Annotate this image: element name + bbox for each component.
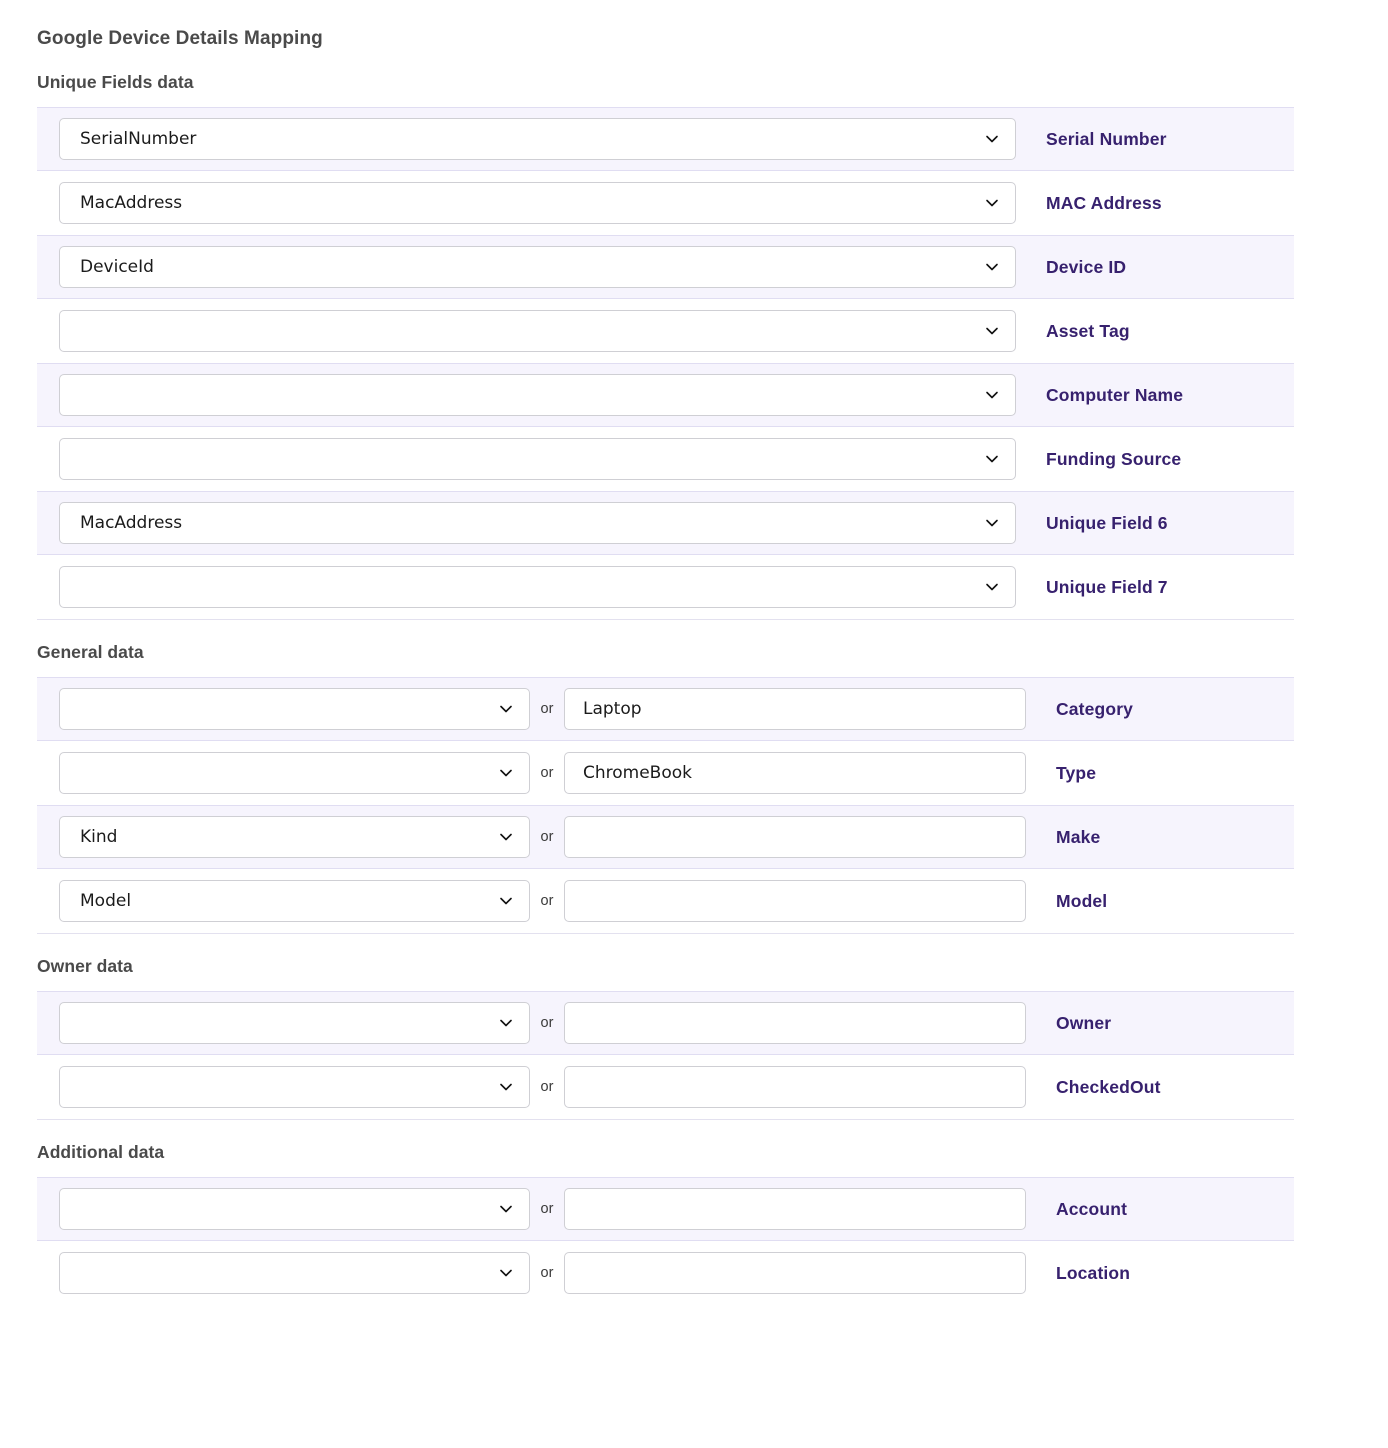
section-heading-owner-data: Owner data bbox=[37, 933, 1294, 991]
chevron-down-icon bbox=[498, 1201, 514, 1217]
source-field-cell bbox=[37, 880, 530, 922]
chevron-down-icon bbox=[984, 259, 1000, 275]
source-field-select[interactable] bbox=[59, 752, 530, 794]
chevron-down-icon bbox=[498, 765, 514, 781]
static-value-cell bbox=[564, 1188, 1026, 1230]
mapping-row-unique-fields-data-0 bbox=[37, 107, 1294, 171]
device-mapping-page bbox=[0, 28, 1388, 1305]
page-title: Google Device Details Mapping bbox=[37, 28, 323, 49]
source-field-select[interactable] bbox=[59, 1066, 530, 1108]
source-field-select[interactable] bbox=[59, 566, 1016, 608]
source-field-select[interactable] bbox=[59, 1188, 530, 1230]
source-field-value: MacAddress bbox=[80, 513, 183, 533]
target-field-label: Make bbox=[1056, 826, 1101, 847]
chevron-down-icon bbox=[498, 1265, 514, 1281]
source-field-select[interactable] bbox=[59, 688, 530, 730]
mapping-row-general-data-3 bbox=[37, 869, 1294, 933]
source-field-select[interactable] bbox=[59, 1002, 530, 1044]
target-field-label: CheckedOut bbox=[1056, 1076, 1161, 1097]
target-field-label: Type bbox=[1056, 762, 1097, 783]
chevron-down-icon bbox=[498, 1079, 514, 1095]
source-field-value: Kind bbox=[80, 827, 118, 847]
static-value-input[interactable] bbox=[564, 1252, 1026, 1294]
target-field-label: Account bbox=[1056, 1198, 1128, 1219]
mapping-row-general-data-1 bbox=[37, 741, 1294, 805]
source-field-cell bbox=[37, 1066, 530, 1108]
static-value-input[interactable] bbox=[564, 688, 1026, 730]
chevron-down-icon bbox=[984, 579, 1000, 595]
chevron-down-icon bbox=[984, 451, 1000, 467]
source-field-value: SerialNumber bbox=[80, 129, 197, 149]
static-value-cell bbox=[564, 880, 1026, 922]
static-value-cell bbox=[564, 688, 1026, 730]
static-value-cell bbox=[564, 1252, 1026, 1294]
source-field-cell bbox=[37, 502, 1016, 544]
mapping-sections bbox=[0, 50, 1388, 1305]
static-value-cell bbox=[564, 1066, 1026, 1108]
target-field-label: Computer Name bbox=[1046, 384, 1184, 405]
source-field-cell bbox=[37, 182, 1016, 224]
or-separator-label: or bbox=[540, 829, 554, 845]
source-field-cell bbox=[37, 566, 1016, 608]
source-field-select[interactable] bbox=[59, 502, 1016, 544]
source-field-cell bbox=[37, 1002, 530, 1044]
static-value-text: ChromeBook bbox=[583, 763, 692, 783]
source-field-cell bbox=[37, 374, 1016, 416]
source-field-cell bbox=[37, 246, 1016, 288]
target-field-label: Model bbox=[1056, 890, 1108, 911]
static-value-cell bbox=[564, 816, 1026, 858]
source-field-cell bbox=[37, 438, 1016, 480]
static-value-input[interactable] bbox=[564, 816, 1026, 858]
source-field-cell bbox=[37, 816, 530, 858]
source-field-select[interactable] bbox=[59, 182, 1016, 224]
source-field-select[interactable] bbox=[59, 374, 1016, 416]
source-field-select[interactable] bbox=[59, 880, 530, 922]
source-field-select[interactable] bbox=[59, 816, 530, 858]
source-field-value: MacAddress bbox=[80, 193, 183, 213]
target-field-label: Owner bbox=[1056, 1012, 1112, 1033]
static-value-cell bbox=[564, 752, 1026, 794]
mapping-row-unique-fields-data-6 bbox=[37, 491, 1294, 555]
or-separator-label: or bbox=[540, 1015, 554, 1031]
source-field-select[interactable] bbox=[59, 438, 1016, 480]
mapping-table-general-data bbox=[37, 677, 1294, 933]
chevron-down-icon bbox=[984, 387, 1000, 403]
source-field-cell bbox=[37, 1188, 530, 1230]
static-value-input[interactable] bbox=[564, 1066, 1026, 1108]
or-separator-label: or bbox=[540, 1265, 554, 1281]
mapping-row-general-data-2 bbox=[37, 805, 1294, 869]
chevron-down-icon bbox=[498, 893, 514, 909]
target-field-label: Location bbox=[1056, 1262, 1131, 1283]
target-field-label: Asset Tag bbox=[1046, 320, 1130, 341]
mapping-row-owner-data-1 bbox=[37, 1055, 1294, 1119]
mapping-row-unique-fields-data-2 bbox=[37, 235, 1294, 299]
source-field-cell bbox=[37, 1252, 530, 1294]
target-field-label: Unique Field 6 bbox=[1046, 512, 1168, 533]
chevron-down-icon bbox=[498, 829, 514, 845]
target-field-label: MAC Address bbox=[1046, 192, 1162, 213]
mapping-row-additional-data-0 bbox=[37, 1177, 1294, 1241]
static-value-text: Laptop bbox=[583, 699, 642, 719]
target-field-label: Funding Source bbox=[1046, 448, 1182, 469]
source-field-select[interactable] bbox=[59, 1252, 530, 1294]
mapping-row-unique-fields-data-5 bbox=[37, 427, 1294, 491]
mapping-table-owner-data bbox=[37, 991, 1294, 1119]
mapping-row-unique-fields-data-4 bbox=[37, 363, 1294, 427]
source-field-cell bbox=[37, 688, 530, 730]
target-field-label: Unique Field 7 bbox=[1046, 576, 1168, 597]
or-separator-label: or bbox=[540, 701, 554, 717]
static-value-input[interactable] bbox=[564, 1188, 1026, 1230]
static-value-input[interactable] bbox=[564, 752, 1026, 794]
chevron-down-icon bbox=[984, 195, 1000, 211]
mapping-row-unique-fields-data-7 bbox=[37, 555, 1294, 619]
source-field-select[interactable] bbox=[59, 246, 1016, 288]
target-field-label: Serial Number bbox=[1046, 128, 1167, 149]
mapping-table-additional-data bbox=[37, 1177, 1294, 1305]
section-heading-unique-fields-data: Unique Fields data bbox=[37, 72, 194, 92]
mapping-table-unique-fields-data bbox=[37, 107, 1294, 619]
section-heading-general-data: General data bbox=[37, 619, 1294, 677]
or-separator-label: or bbox=[540, 765, 554, 781]
or-separator-label: or bbox=[540, 1201, 554, 1217]
target-field-label: Category bbox=[1056, 698, 1134, 719]
chevron-down-icon bbox=[984, 323, 1000, 339]
source-field-value: DeviceId bbox=[80, 257, 154, 277]
chevron-down-icon bbox=[984, 515, 1000, 531]
chevron-down-icon bbox=[498, 701, 514, 717]
source-field-select[interactable] bbox=[59, 118, 1016, 160]
static-value-cell bbox=[564, 1002, 1026, 1044]
or-separator-label: or bbox=[540, 893, 554, 909]
source-field-value: Model bbox=[80, 891, 132, 911]
chevron-down-icon bbox=[984, 131, 1000, 147]
source-field-cell bbox=[37, 752, 530, 794]
mapping-row-general-data-0 bbox=[37, 677, 1294, 741]
static-value-input[interactable] bbox=[564, 880, 1026, 922]
static-value-input[interactable] bbox=[564, 1002, 1026, 1044]
source-field-cell bbox=[37, 310, 1016, 352]
mapping-row-unique-fields-data-1 bbox=[37, 171, 1294, 235]
mapping-row-additional-data-1 bbox=[37, 1241, 1294, 1305]
mapping-row-unique-fields-data-3 bbox=[37, 299, 1294, 363]
or-separator-label: or bbox=[540, 1079, 554, 1095]
target-field-label: Device ID bbox=[1046, 256, 1127, 277]
section-heading-additional-data: Additional data bbox=[37, 1119, 1294, 1177]
mapping-row-owner-data-0 bbox=[37, 991, 1294, 1055]
source-field-select[interactable] bbox=[59, 310, 1016, 352]
source-field-cell bbox=[37, 118, 1016, 160]
chevron-down-icon bbox=[498, 1015, 514, 1031]
